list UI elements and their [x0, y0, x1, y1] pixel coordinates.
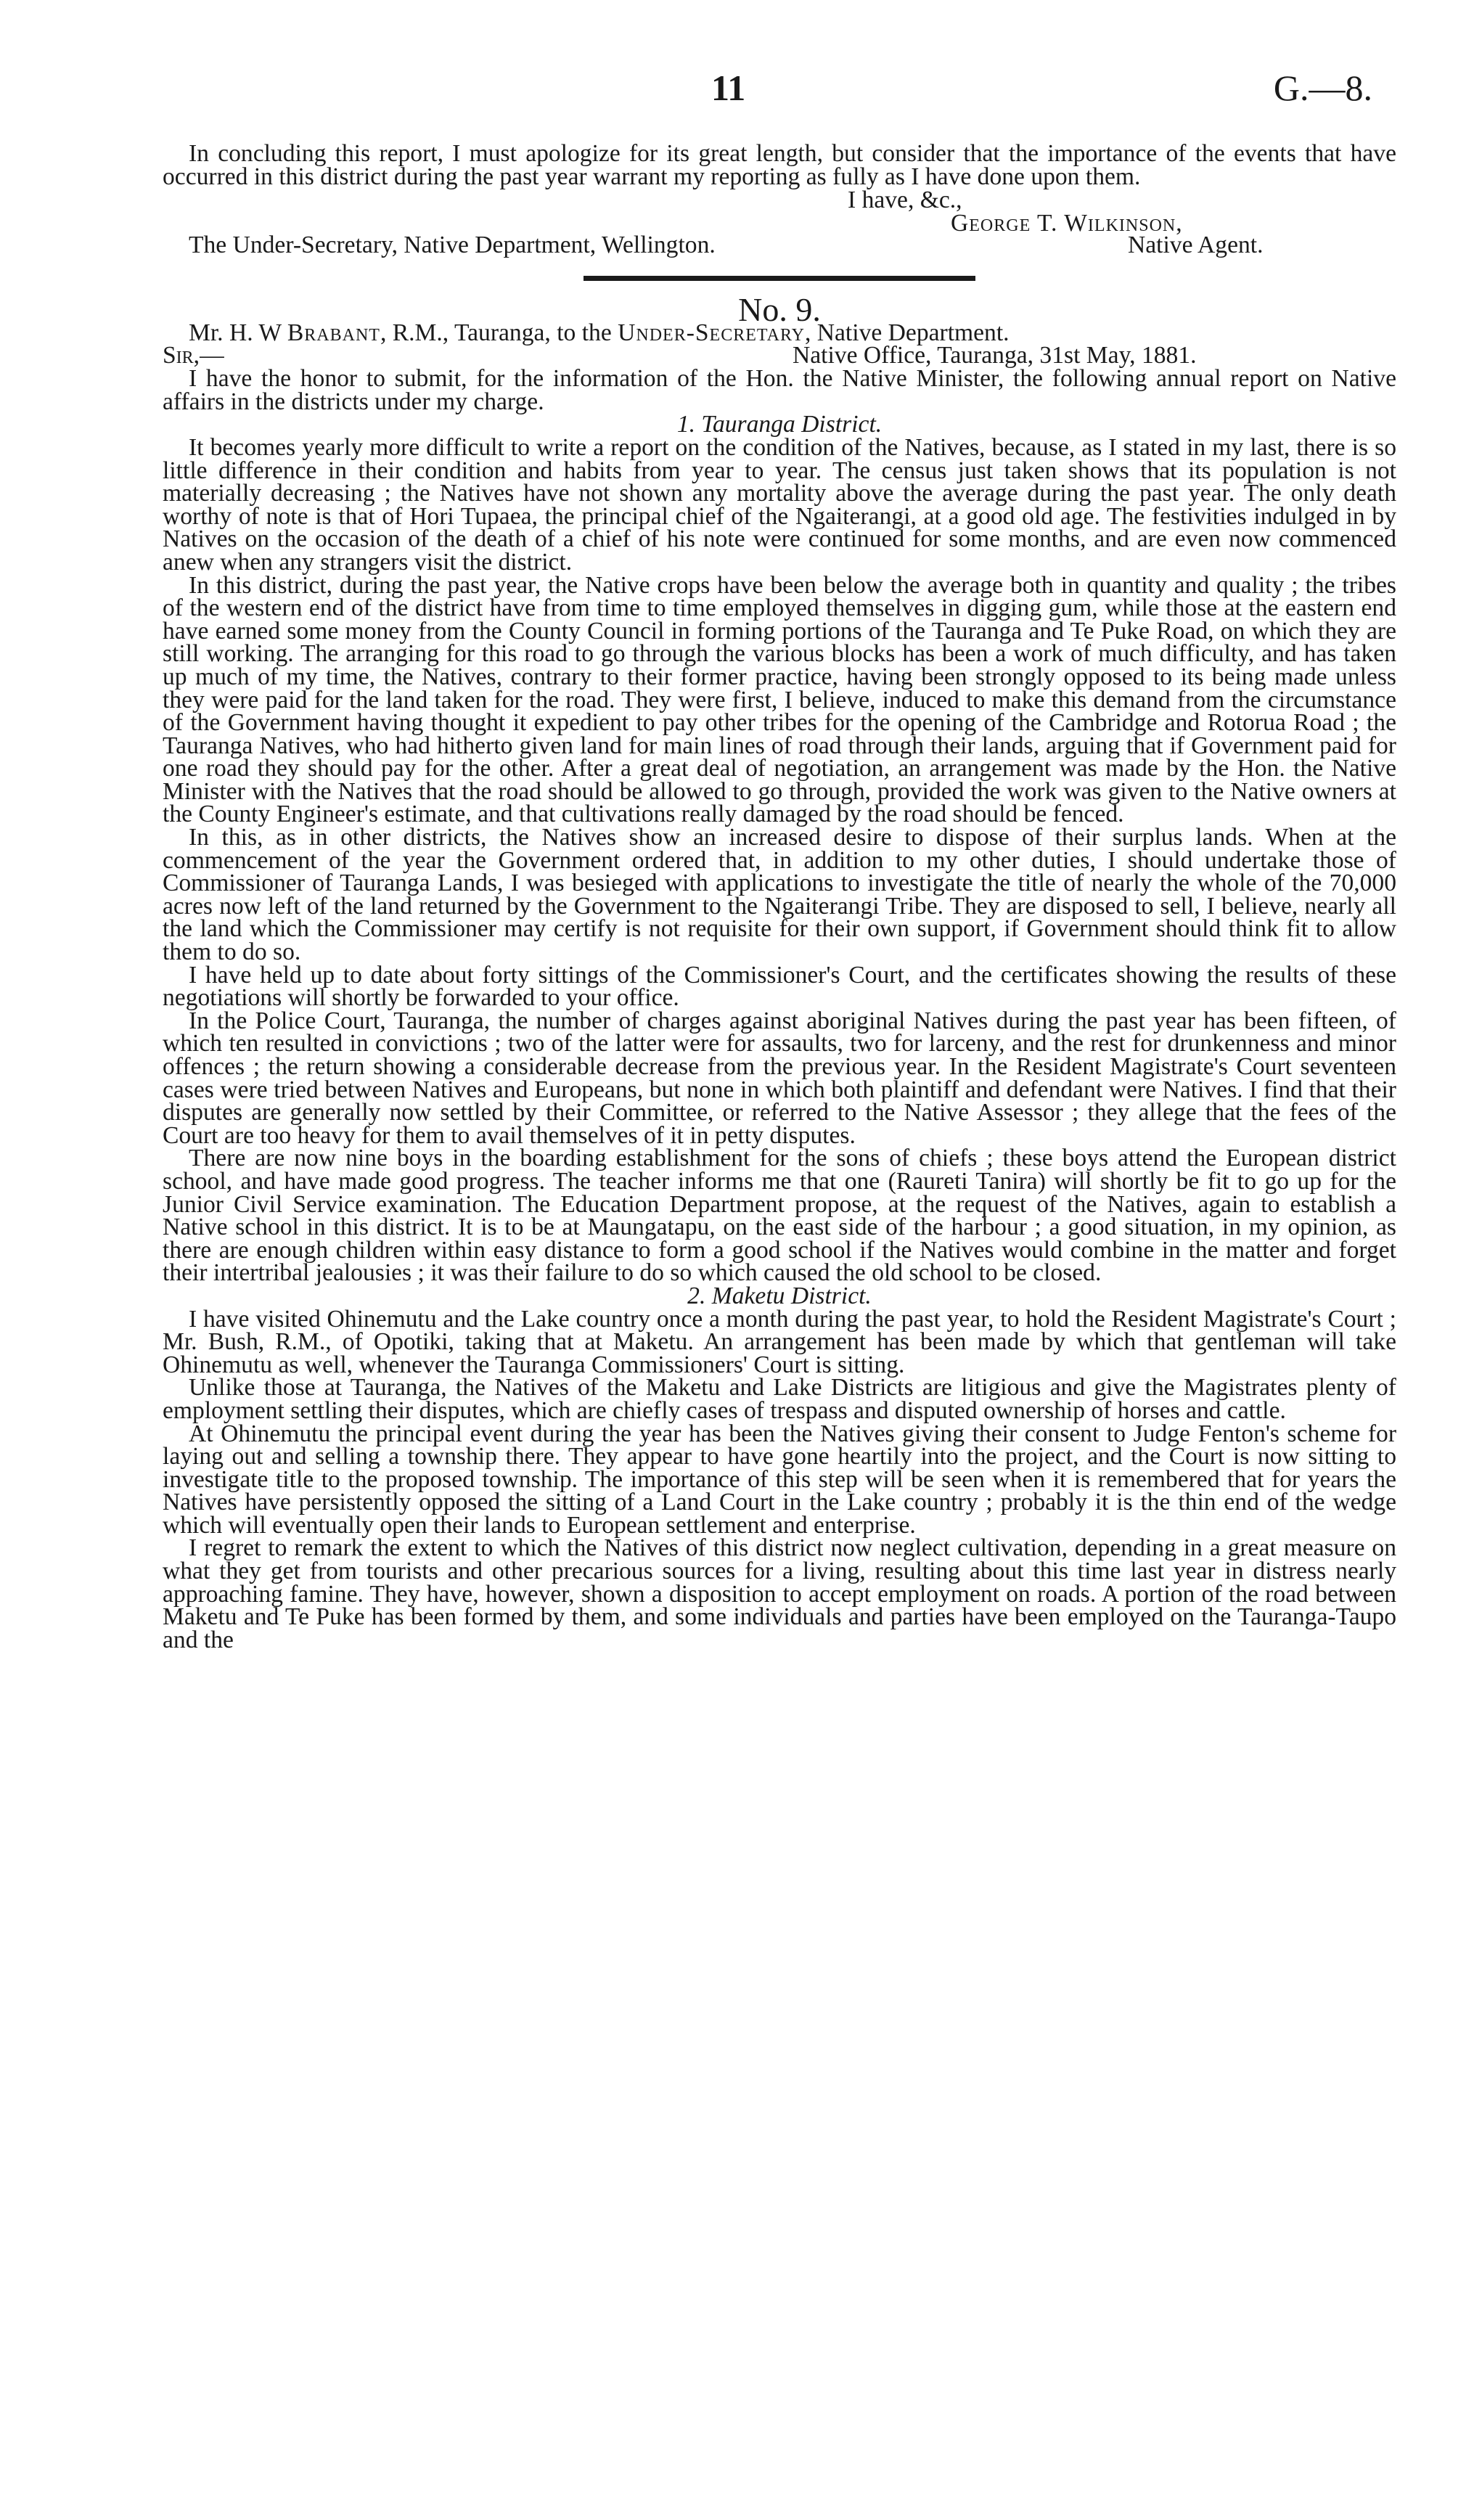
- letter-number: No. 9.: [738, 291, 821, 328]
- heading-recipient: Under-Secretary: [618, 319, 805, 346]
- paragraph: In this, as in other districts, the Natives show an increased desire to dispose of their surplus lands. When at the commencement of the year the Government ordered that, in addition to my other duties, I should undertake those of Commissioner of Tauranga Lands, I was besieged with applications to investigate the title of nearly the whole of the 70,000 acres now left of the land returned by the Government to the Ngaiterangi Tribe. They are disposed to sell, I believe, nearly all the land which the Commissioner may certify is not requisite for their own support, if Government should think fit to allow them to do so.: [163, 824, 1396, 966]
- addressee: The Under-Secretary, Native Department, Wellington.: [189, 232, 716, 258]
- paragraph: I have visited Ohinemutu and the Lake country once a month during the past year, to hold the Resident Magistrate's Court ; Mr. Bush, R.M., of Opotiki, taking that at Maketu. An arrangement has been made by which that gentleman will take Ohinemutu as well, whenever the Tauranga Commissioners' Court is sitting.: [163, 1305, 1396, 1378]
- paragraph: I regret to remark the extent to which the Natives of this district now neglect cultivation, depending in a great measure on what they get from tourists and other precarious sources for a living, resulting about this time last year in distress nearly approaching famine. They have, however, shown a disposition to accept employment on roads. A portion of the road between Maketu and Te Puke has been formed by them, and some individuals and parties have been employed on the Tauranga-Taupo and the: [163, 1534, 1396, 1653]
- page-body: [163, 142, 1396, 1651]
- salutation-row: [163, 344, 1396, 367]
- paragraph: Unlike those at Tauranga, the Natives of the Maketu and Lake Districts are litigious and give the Magistrates plenty of employment settling their disputes, which are chiefly cases of trespass and disputed ownership of horses and cattle.: [163, 1374, 1396, 1424]
- heading-suffix: , Native Department.: [804, 319, 1010, 346]
- concluding-block: [163, 140, 1396, 237]
- section-heading-maketu: 2. Maketu District.: [687, 1282, 872, 1309]
- salutation: Sir,—: [163, 342, 224, 369]
- concluding-paragraph: In concluding this report, I must apologize for its great length, but consider that the importance of the events that have occurred in this district during the past year warrant my reporting as fully as I have done upon them.: [163, 140, 1396, 190]
- paragraph: At Ohinemutu the principal event during the year has been the Natives giving their consent to Judge Fenton's scheme for laying out and selling a township there. They appear to have gone heartily into the project, and the Court is now sitting to investigate title to the proposed township. The importance of this step will be seen when it is remembered that for years the Natives have persistently opposed the sitting of a Land Court in the Lake country ; probably it is the thin end of the wedge which will eventually open their lands to European settlement and enterprise.: [163, 1420, 1396, 1539]
- page-header: [0, 67, 1474, 110]
- paragraph: I have held up to date about forty sittings of the Commissioner's Court, and the certificates showing the results of these negotiations will shortly be forwarded to your office.: [163, 961, 1396, 1012]
- section-divider-rule: [584, 276, 975, 281]
- letter-intro: I have the honor to submit, for the information of the Hon. the Native Minister, the following annual report on Native affairs in the districts under my charge.: [163, 365, 1396, 415]
- signer-title: Native Agent.: [1128, 232, 1264, 258]
- paragraph: It becomes yearly more difficult to write a report on the condition of the Natives, because, as I stated in my last, there is so little difference in their condition and habits from year to year. The census just taken shows that its population is not materially decreasing ; the Natives have not shown any mortality above the average during the past year. The only death worthy of note is that of Hori Tupaea, the principal chief of the Ngaiterangi, at a good old age. The festivities indulged in by Natives on the occasion of the death of a chief of his note were continued for some months, and are even now commenced anew when any strangers visit the district.: [163, 433, 1396, 576]
- paragraph: In this district, during the past year, the Native crops have been below the average both in quantity and quality ; the tribes of the western end of the district have from time to time employed themselves in digging gum, while those at the eastern end have earned some money from the County Council in forming portions of the Tauranga and Te Puke Road, on which they are still working. The arranging for this road to go through the various blocks has been a work of much difficulty, and has taken up much of my time, the Natives, contrary to their former practice, having been strongly opposed to its being made unless they were paid for the land taken for the road. They were first, I believe, induced to make this demand from the circumstance of the Government having thought it expedient to pay other tribes for the opening of the Cambridge and Rotorua Road ; the Tauranga Natives, who had hitherto given land for main lines of road through their lands, arguing that if Government paid for one road they should pay for the other. After a great deal of negotiation, an arrangement was made by the Hon. the Native Minister with the Natives that the road should be allowed to go through, provided the work was given to the Native owners at the County Engineer's estimate, and that cultivations really damaged by the road should be fenced.: [163, 571, 1396, 828]
- letter-heading: [163, 319, 1396, 346]
- heading-middle: , R.M., Tauranga, to the: [380, 319, 618, 346]
- heading-prefix: Mr. H. W: [189, 319, 287, 346]
- signer-name: George T. Wilkinson,: [951, 210, 1183, 237]
- closing-phrase: I have, &c.,: [848, 187, 962, 213]
- section-heading-tauranga: 1. Tauranga District.: [676, 411, 883, 438]
- heading-author-name: Brabant: [287, 319, 380, 346]
- paragraph: In the Police Court, Tauranga, the number of charges against aboriginal Natives during the past year has been fifteen, of which ten resulted in convictions ; two of the latter were for assaults, two for larceny, and the rest for drunkenness and minor offences ; the return showing a considerable decrease from the previous year. In the Resident Magistrate's Court seventeen cases were tried between Natives and Europeans, but none in which both plaintiff and defendant were Natives. I find that their disputes are generally now settled by their Committee, or referred to the Native Assessor ; they allege that the fees of the Court are too heavy for them to avail themselves of it in petty disputes.: [163, 1007, 1396, 1149]
- series-number: G.—8.: [1273, 68, 1372, 108]
- addressee-row: [163, 234, 1396, 263]
- page-number: 11: [711, 68, 746, 108]
- place-date: Native Office, Tauranga, 31st May, 1881.: [793, 342, 1197, 369]
- paragraph: There are now nine boys in the boarding establishment for the sons of chiefs ; these boys attend the European district school, and have made good progress. The teacher informs me that one (Raureti Tanira) will shortly be fit to go up for the Junior Civil Service examination. The Education Department propose, at the request of the Natives, again to establish a Native school in this district. It is to be at Maungatapu, on the east side of the harbour ; a good situation, in my opinion, as there are enough children within easy distance to form a good school if the Natives would combine in the matter and forget their intertribal jealousies ; it was their failure to do so which caused the old school to be closed.: [163, 1145, 1396, 1287]
